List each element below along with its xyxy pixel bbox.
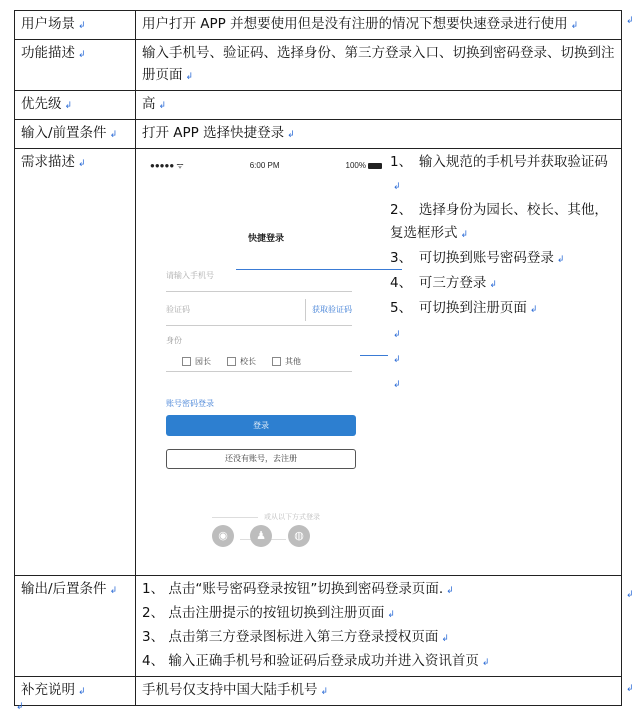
list-item: 4、 可三方登录 ↲: [390, 275, 497, 291]
qq-icon[interactable]: ♟: [250, 525, 272, 547]
page-title: 快捷登录: [247, 233, 284, 243]
empty-mark: ↲: [393, 330, 401, 340]
account-login-link[interactable]: 账号密码登录: [166, 399, 214, 408]
row-priority: [15, 91, 622, 120]
status-time: 6:00 PM: [249, 161, 280, 170]
row-note: [15, 677, 622, 706]
list-item: 5、 可切换到注册页面 ↲: [390, 300, 538, 316]
phone-input[interactable]: 请输入手机号: [166, 265, 352, 292]
row-label: 用户场景 ↲: [15, 11, 136, 40]
requirement-list: [390, 151, 614, 573]
row-end-mark: ↲: [626, 590, 634, 600]
list-item: 4、 输入正确手机号和验证码后登录成功并进入资讯首页 ↲: [142, 653, 490, 669]
list-item: 2、 选择身份为园长、校长、其他，复选框形式 ↲: [390, 202, 608, 241]
role-checkbox-other[interactable]: 其他: [272, 351, 301, 373]
row-value: 手机号仅支持中国大陆手机号 ↲: [136, 677, 622, 706]
row-function: [15, 40, 622, 91]
signal-indicator: ●●●●● ᯤ: [150, 161, 184, 170]
code-input[interactable]: 验证码 获取验证码: [166, 299, 352, 326]
empty-mark: ↲: [393, 355, 401, 365]
row-precondition: [15, 120, 622, 149]
list-item: 2、 点击注册提示的按钮切换到注册页面 ↲: [142, 605, 395, 621]
checkbox-icon: [272, 357, 281, 366]
role-checkbox-principal[interactable]: 园长: [182, 351, 211, 373]
connector-line: [236, 269, 402, 270]
row-value: 打开 APP 选择快捷登录 ↲: [136, 120, 622, 149]
role-label: 身份: [166, 336, 182, 345]
row-value: 输入手机号、验证码、选择身份、第三方登录入口、切换到密码登录、切换到注册页面 ↲: [136, 40, 622, 91]
battery-icon: [368, 163, 382, 169]
row-value: 高 ↲: [136, 91, 622, 120]
status-bar: [146, 153, 386, 179]
phone-mockup: [146, 153, 386, 573]
checkbox-icon: [182, 357, 191, 366]
row-label: 输入/前置条件 ↲: [15, 120, 136, 149]
wechat-icon[interactable]: ◍: [288, 525, 310, 547]
connector-line: [360, 355, 388, 356]
list-item: 3、 可切换到账号密码登录 ↲: [390, 250, 565, 266]
battery-indicator: 100%: [346, 155, 382, 177]
checkbox-icon: [227, 357, 236, 366]
role-checkbox-headmaster[interactable]: 校长: [227, 351, 256, 373]
row-scene: [15, 11, 622, 40]
row-label: 补充说明 ↲: [15, 677, 136, 706]
register-button[interactable]: 还没有账号，去注册: [166, 449, 356, 469]
row-postcondition: [15, 576, 622, 677]
list-item: 1、 输入规范的手机号并获取验证码↲: [390, 154, 608, 192]
requirement-spec-table: [14, 10, 622, 706]
row-end-mark: ↲: [626, 16, 634, 26]
paragraph-mark: ↲: [16, 702, 24, 712]
row-end-mark: ↲: [626, 684, 634, 694]
third-party-divider: 或从以下方式登录: [178, 507, 348, 551]
weibo-icon[interactable]: ◉: [212, 525, 234, 547]
row-label: 输出/后置条件 ↲: [15, 576, 136, 677]
empty-mark: ↲: [393, 380, 401, 390]
row-value: [136, 149, 622, 576]
row-value: 用户打开 APP 并想要使用但是没有注册的情况下想要快速登录进行使用 ↲: [136, 11, 622, 40]
list-item: 3、 点击第三方登录图标进入第三方登录授权页面 ↲: [142, 629, 449, 645]
row-value: [136, 576, 622, 677]
row-label: 功能描述 ↲: [15, 40, 136, 91]
role-checkboxes: [182, 351, 301, 373]
list-item: 1、 点击“账号密码登录按钮”切换到密码登录页面. ↲: [142, 581, 454, 597]
get-code-button[interactable]: 获取验证码: [305, 299, 352, 321]
row-requirement: [15, 149, 622, 576]
divider-line: [166, 371, 352, 372]
login-button[interactable]: 登录: [166, 415, 356, 436]
social-login-icons: [212, 525, 310, 547]
row-label: 需求描述 ↲: [15, 149, 136, 576]
row-label: 优先级 ↲: [15, 91, 136, 120]
